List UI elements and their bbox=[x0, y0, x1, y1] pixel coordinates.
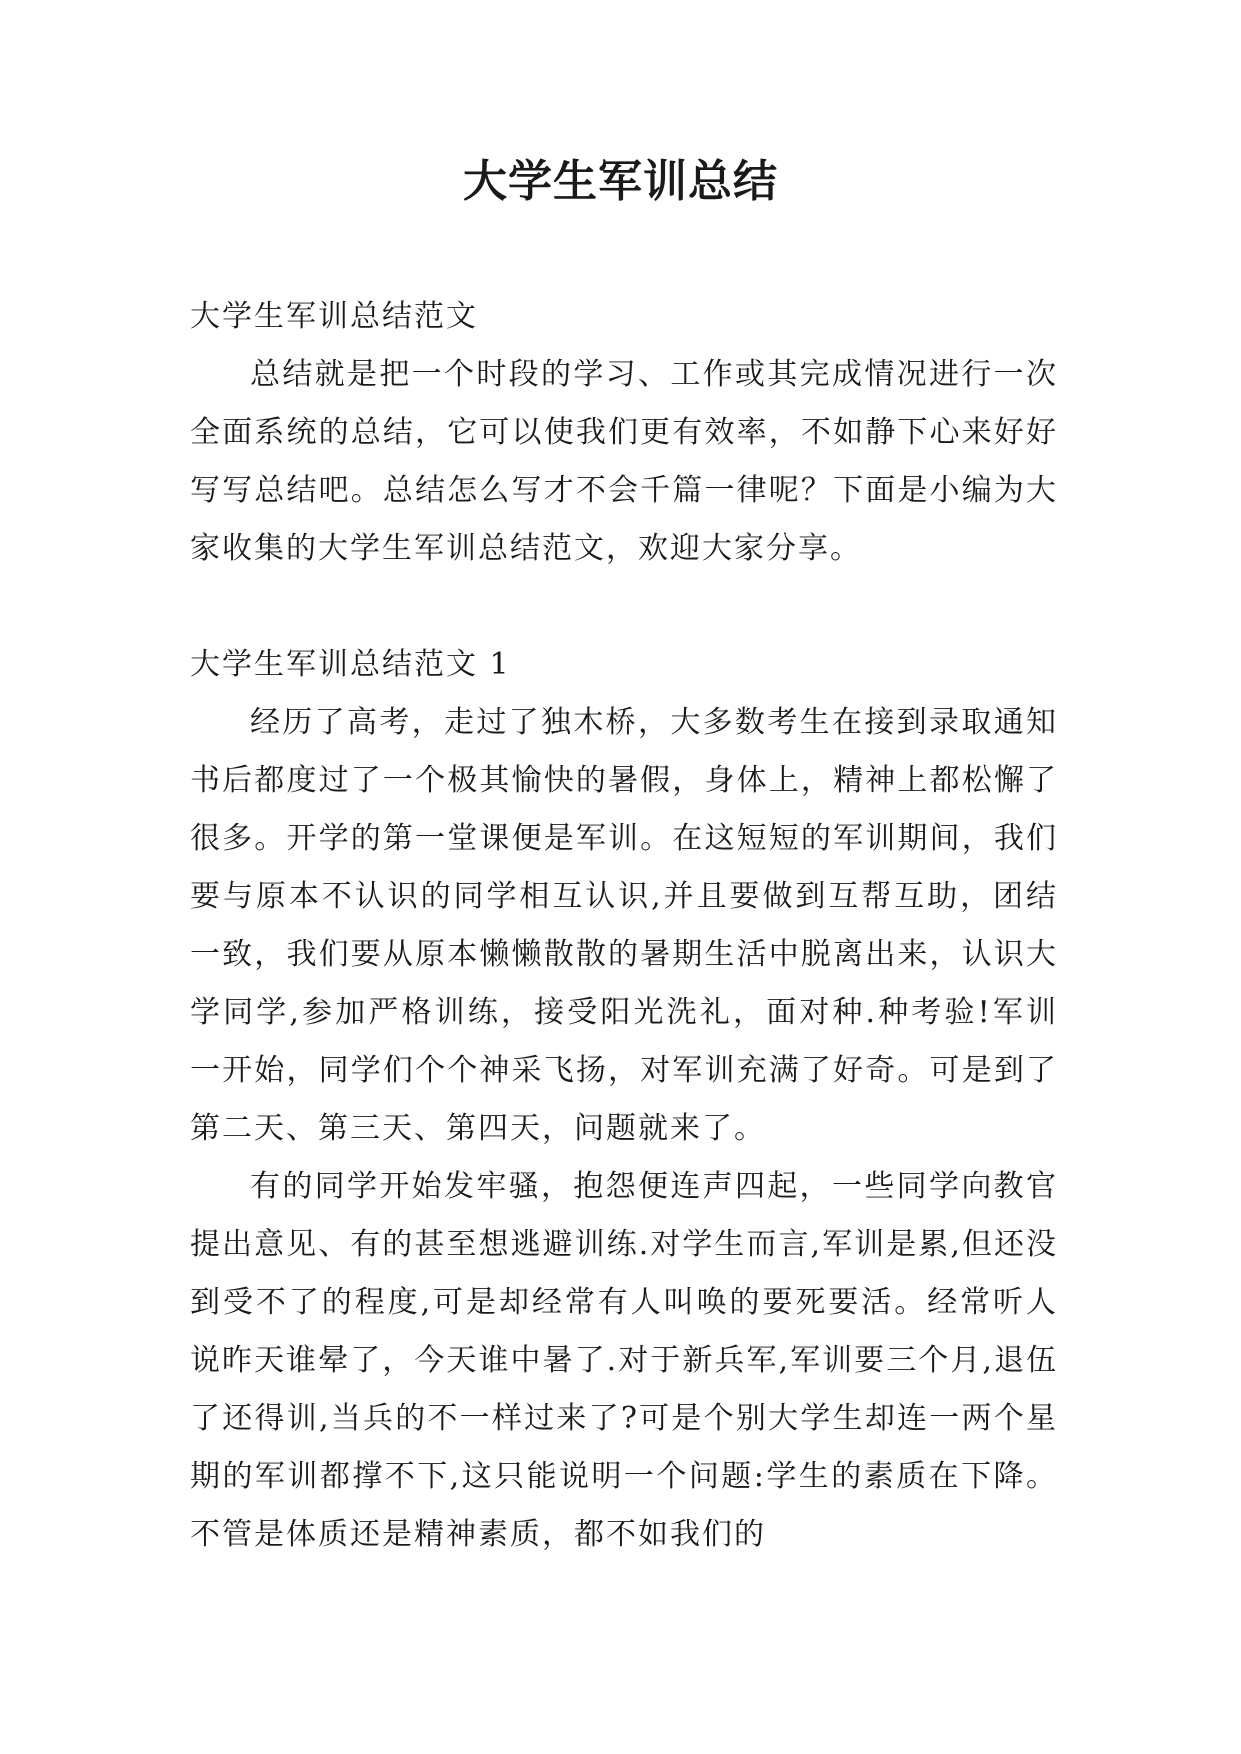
section-spacer bbox=[190, 578, 1058, 636]
section1-paragraph-1: 经历了高考，走过了独木桥，大多数考生在接到录取通知书后都度过了一个极其愉快的暑假，身体上，精神上都松懈了很多。开学的第一堂课便是军训。在这短短的军训期间，我们要与原本不认识的同学相互认识,并且要做到互帮互助，团结一致，我们要从原本懒懒散散的暑期生活中脱离出来，认识大学同学,参加严格训练，接受阳光洗礼，面对种.种考验!军训一开始，同学们个个神采飞扬，对军训充满了好奇。可是到了第二天、第三天、第四天，问题就来了。 bbox=[190, 705, 1058, 1146]
section1-paragraph-2: 有的同学开始发牢骚，抱怨便连声四起，一些同学向教官提出意见、有的甚至想逃避训练.对学生而言,军训是累,但还没到受不了的程度,可是却经常有人叫唤的要死要活。经常听人说昨天谁晕了，今天谁中暑了.对于新兵军,军训要三个月,退伍了还得训,当兵的不一样过来了?可是个别大学生却连一两个星期的军训都撑不下,这只能说明一个问题:学生的素质在下降。不管是体质还是精神素质，都不如我们的 bbox=[190, 1169, 1058, 1552]
intro-heading: 大学生军训总结范文 bbox=[190, 299, 478, 334]
intro-paragraph: 总结就是把一个时段的学习、工作或其完成情况进行一次全面系统的总结，它可以使我们更有效率，不如静下心来好好写写总结吧。总结怎么写才不会千篇一律呢？下面是小编为大家收集的大学生军训总结范文，欢迎大家分享。 bbox=[190, 357, 1058, 566]
section1-heading: 大学生军训总结范文 1 bbox=[190, 647, 511, 682]
document-body bbox=[190, 288, 1058, 1564]
document-title: 大学生军训总结 bbox=[463, 156, 778, 207]
